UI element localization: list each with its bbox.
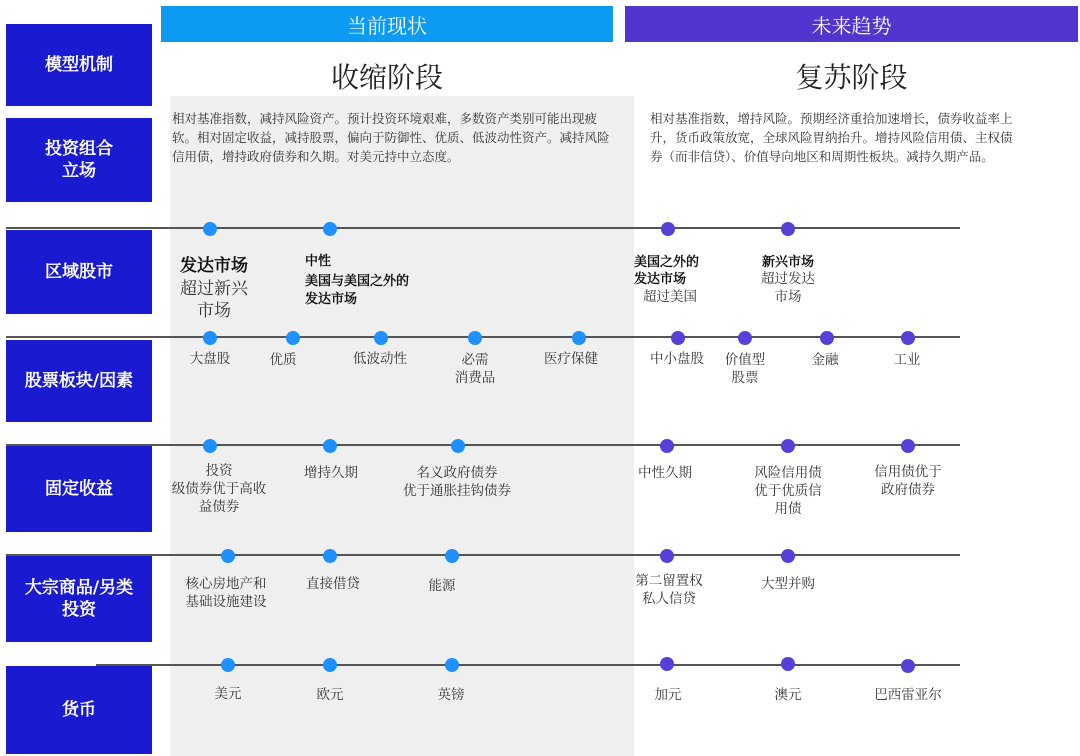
sector-label: 优质 xyxy=(269,352,297,368)
timeline-dot xyxy=(286,331,300,345)
timeline-dot xyxy=(374,331,388,345)
currency-label: 澳元 xyxy=(774,687,802,703)
sector-label: 大盘股 xyxy=(189,351,231,367)
timeline-dot xyxy=(901,439,915,453)
fixed-income-line xyxy=(6,444,960,446)
timeline-dot xyxy=(660,439,674,453)
timeline-dot xyxy=(781,222,795,236)
currency-label: 加元 xyxy=(654,687,682,703)
currency-label: 欧元 xyxy=(316,687,344,703)
portfolio-stance-future-text: 相对基准指数，增持风险。预期经济重拾加速增长，债券收益率上升，货币政策放宽，全球风险胃纳抬升。增持风险信用债、主权债券（而非信贷）、价值导向地区和周期性板块。减持久期产品。 xyxy=(650,111,1013,164)
sector-label: 低波动性 xyxy=(353,351,407,367)
equity-sectors-line xyxy=(6,336,960,338)
row-label-portfolio-stance: 投资组合 立场 xyxy=(6,118,152,202)
portfolio-stance-current-text: 相对基准指数，减持风险资产。预计投资环境艰难，多数资产类别可能出现疲软。相对固定收益，减持股票，偏向于防御性、优质、低波动性资产。减持风险信用债，增持政府债券和久期。对美元持中立态度。 xyxy=(172,111,610,164)
sector-label: 工业 xyxy=(893,352,921,368)
timeline-dot xyxy=(445,549,459,563)
row-label-currency: 货币 xyxy=(6,666,152,754)
timeline-dot xyxy=(323,222,337,236)
row-label-regional-equity: 区域股市 xyxy=(6,230,152,314)
regional-developed-sub: 超过新兴 市场 xyxy=(180,279,248,321)
currency-label: 巴西雷亚尔 xyxy=(874,687,942,703)
commodity-label: 大型并购 xyxy=(761,576,815,592)
row-label-model-mechanism: 模型机制 xyxy=(6,24,152,106)
timeline-dot xyxy=(468,331,482,345)
timeline-dot xyxy=(901,331,915,345)
row-label-equity-sectors: 股票板块/因素 xyxy=(6,340,152,422)
regional-neutral-title: 中性 xyxy=(305,254,332,269)
sector-label: 必需 消费品 xyxy=(454,352,496,386)
commodities-line xyxy=(6,554,960,556)
timeline-dot xyxy=(221,658,235,672)
timeline-dot xyxy=(660,657,674,671)
commodity-label: 能源 xyxy=(428,578,456,594)
timeline-dot xyxy=(323,439,337,453)
regional-emerging-sub: 超过发达 市场 xyxy=(761,271,815,305)
timeline-dot xyxy=(781,549,795,563)
timeline-dot xyxy=(323,549,337,563)
fixed-income-label: 名义政府债券 优于通胀挂钩债券 xyxy=(403,465,511,499)
timeline-dot xyxy=(203,222,217,236)
timeline-dot xyxy=(445,658,459,672)
timeline-dot xyxy=(203,331,217,345)
commodity-label: 直接借贷 xyxy=(306,576,360,592)
currency-label: 美元 xyxy=(214,686,242,702)
sector-label: 医疗保健 xyxy=(544,351,598,367)
timeline-dot xyxy=(901,659,915,673)
recovery-phase-title: 复苏阶段 xyxy=(795,61,908,94)
fixed-income-label: 信用债优于 政府债券 xyxy=(874,464,942,498)
sector-label: 金融 xyxy=(811,352,839,368)
timeline-dot xyxy=(661,222,675,236)
timeline-dot xyxy=(451,439,465,453)
regional-neutral-sub: 美国与美国之外的 发达市场 xyxy=(305,274,410,307)
timeline-dot xyxy=(323,658,337,672)
timeline-dot xyxy=(572,331,586,345)
timeline-dot xyxy=(738,331,752,345)
regional-exus-sub: 超过美国 xyxy=(643,289,697,305)
fixed-income-label: 投资 级债券优于高收 益债券 xyxy=(171,463,267,515)
timeline-dot xyxy=(671,331,685,345)
timeline-dot xyxy=(781,439,795,453)
contraction-phase-title: 收缩阶段 xyxy=(330,61,443,94)
timeline-dot xyxy=(660,549,674,563)
currency-label: 英镑 xyxy=(437,687,465,703)
regional-equity-line xyxy=(6,227,960,229)
row-label-commodities-alternatives: 大宗商品/另类 投资 xyxy=(6,556,152,642)
fixed-income-label: 风险信用债 优于优质信 用债 xyxy=(754,465,822,517)
current-state-banner: 当前现状 xyxy=(161,6,613,42)
timeline-dot xyxy=(221,549,235,563)
commodity-label: 核心房地产和 基础设施建设 xyxy=(185,576,267,610)
row-label-fixed-income: 固定收益 xyxy=(6,446,152,532)
regional-exus-title: 美国之外的 发达市场 xyxy=(634,255,700,287)
fixed-income-label: 中性久期 xyxy=(638,465,692,481)
regional-emerging-title: 新兴市场 xyxy=(761,255,814,270)
timeline-dot xyxy=(203,439,217,453)
sector-label: 中小盘股 xyxy=(650,351,704,367)
commodity-label: 第二留置权 私人信贷 xyxy=(635,573,703,607)
sector-label: 价值型 股票 xyxy=(724,352,766,386)
current-phase-panel xyxy=(170,96,634,756)
timeline-dot xyxy=(781,657,795,671)
regional-developed-title: 发达市场 xyxy=(180,256,248,276)
future-trend-banner: 未来趋势 xyxy=(625,6,1078,42)
timeline-dot xyxy=(820,331,834,345)
fixed-income-label: 增持久期 xyxy=(304,465,358,481)
